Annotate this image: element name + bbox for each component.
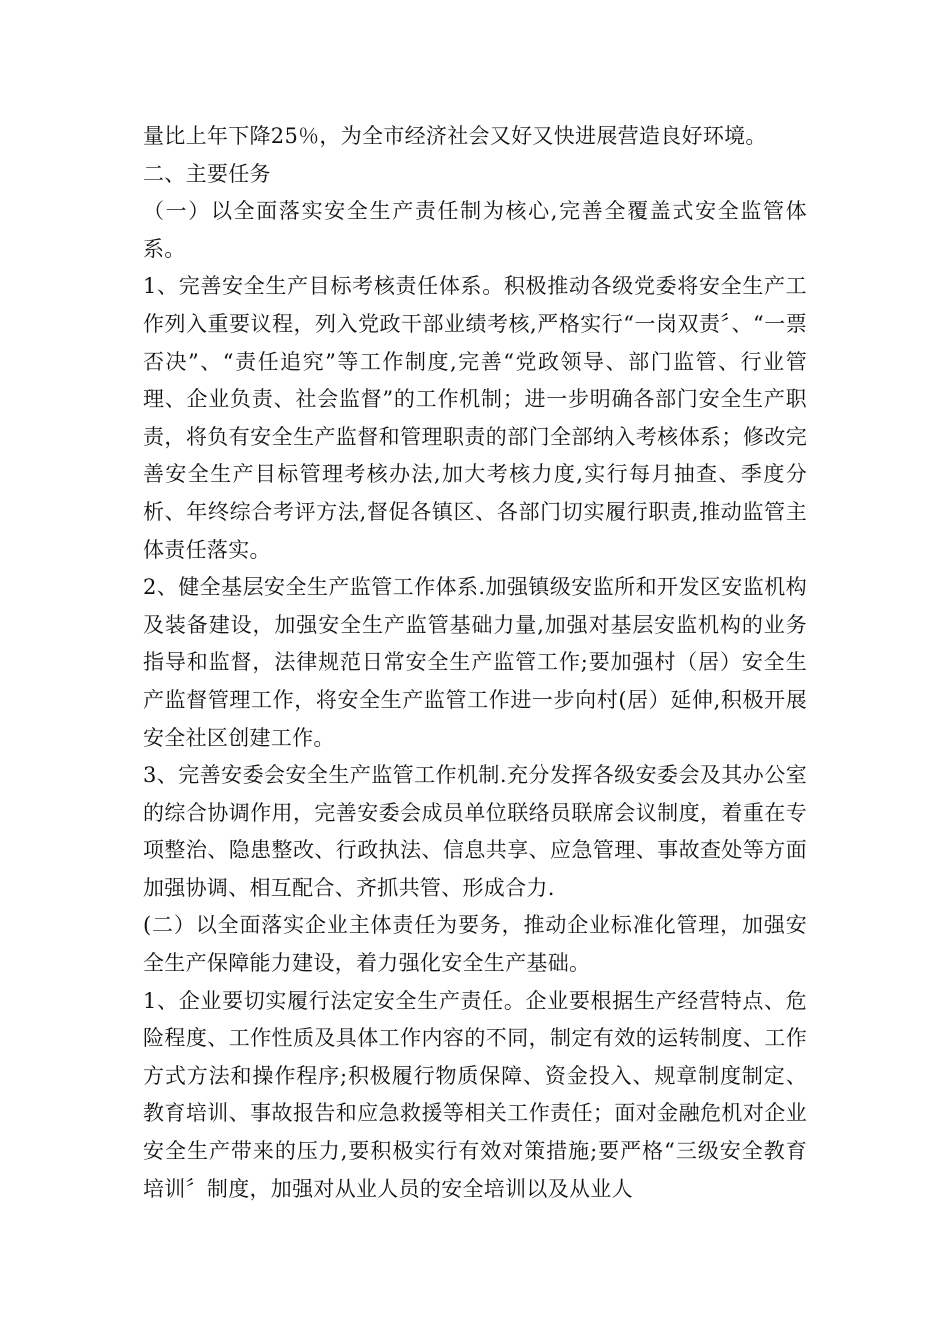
section-heading-main-tasks: 二、主要任务 (143, 161, 271, 186)
paragraph-item-3: 3、完善安委会安全生产监管工作机制.充分发挥各级安委会及其办公室的综合协调作用，完善安委会成员单位联络员联席会议制度，着重在专项整治、隐患整改、行政执法、信息共享、应急管理、事故查处等方面加强协调、相互配合、齐抓共管、形成合力. (143, 763, 807, 900)
paragraph-item-4: 1、企业要切实履行法定安全生产责任。企业要根据生产经营特点、危险程度、工作性质及具体工作内容的不同，制定有效的运转制度、工作方式方法和操作程序;积极履行物质保障、资金投入、规章制度制定、教育培训、事故报告和应急救援等相关工作责任；面对金融危机对企业安全生产带来的压力,要积极实行有效对策措施;要严格“三级安全教育培训〞制度，加强对从业人员的安全培训以及从业人 (143, 988, 807, 1201)
subsection-heading-2: (二）以全面落实企业主体责任为要务，推动企业标准化管理，加强安全生产保障能力建设，着力强化安全生产基础。 (143, 913, 807, 976)
subsection-heading-1: （一）以全面落实安全生产责任制为核心,完善全覆盖式安全监管体系。 (143, 199, 807, 261)
paragraph-item-2: 2、健全基层安全生产监管工作体系.加强镇级安监所和开发区安监机构及装备建设，加强安全生产监管基础力量,加强对基层安监机构的业务指导和监督，法律规范日常安全生产监管工作;要加强村（居）安全生产监督管理工作，将安全生产监管工作进一步向村(居）延伸,积极开展安全社区创建工作。 (143, 575, 807, 750)
document-body (143, 118, 807, 1208)
paragraph-item-1: 1、完善安全生产目标考核责任体系。积极推动各级党委将安全生产工作列入重要议程，列入党政干部业绩考核,严格实行“一岗双责〞、“一票否决”、“责任追究”等工作制度,完善“党政领导、部门监管、行业管理、企业负责、社会监督”的工作机制；进一步明确各部门安全生产职责，将负有安全生产监督和管理职责的部门全部纳入考核体系；修改完善安全生产目标管理考核办法,加大考核力度,实行每月抽查、季度分析、年终综合考评方法,督促各镇区、各部门切实履行职责,推动监管主体责任落实。 (143, 274, 807, 562)
paragraph-1: 量比上年下降25％，为全市经济社会又好又快进展营造良好环境。 (143, 124, 767, 148)
